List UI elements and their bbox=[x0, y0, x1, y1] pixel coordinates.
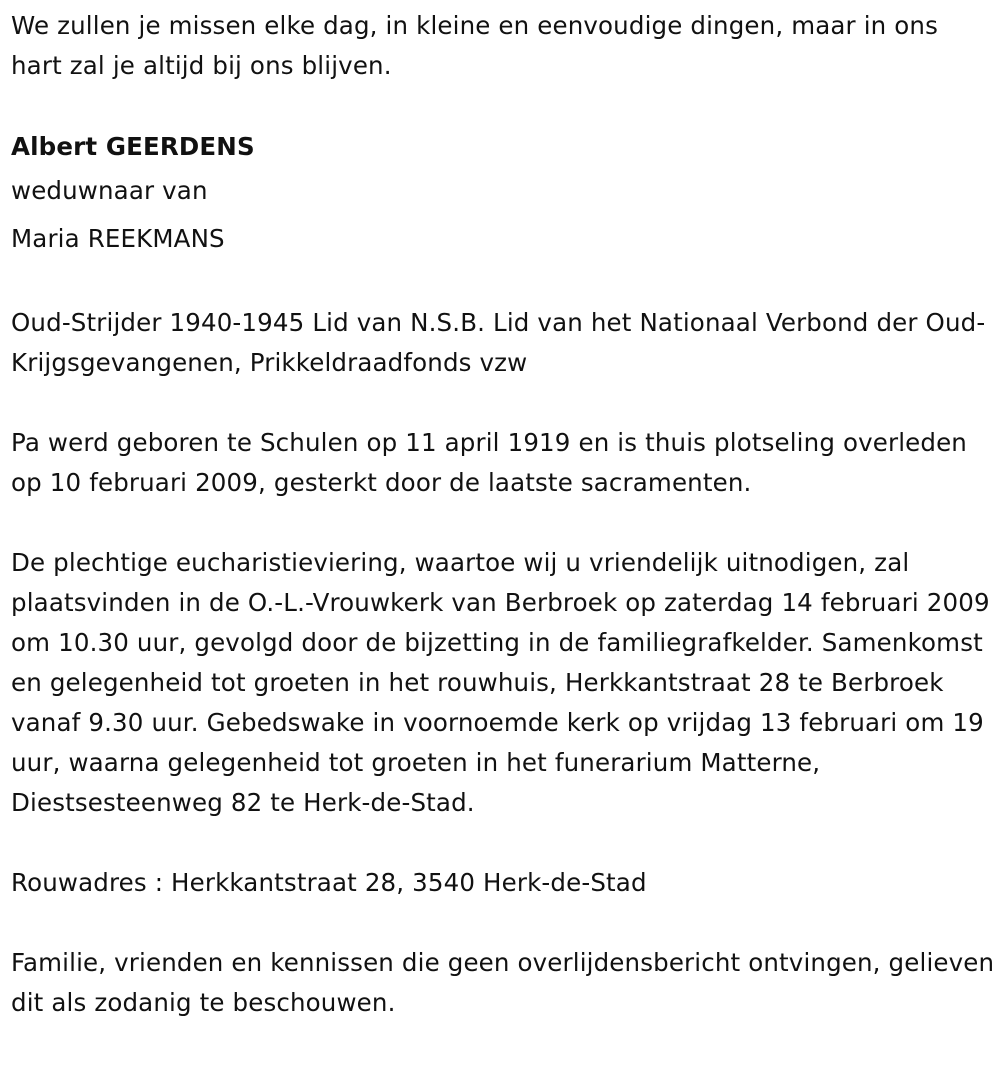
spouse-name: Maria REEKMANS bbox=[11, 224, 225, 253]
address-text: Rouwadres : Herkkantstraat 28, 3540 Herk-de-Stad bbox=[11, 868, 647, 897]
memberships-text: Oud-Strijder 1940-1945 Lid van N.S.B. Lid van het Nationaal Verbond der Oud-Krijgsgevangenen, Prikkeldraadfonds vzw bbox=[11, 308, 986, 377]
closing-text: Familie, vrienden en kennissen die geen overlijdensbericht ontvingen, gelieven dit als zodanig te beschouwen. bbox=[11, 948, 995, 1017]
deceased-name: Albert GEERDENS bbox=[11, 132, 255, 161]
life-text: Pa werd geboren te Schulen op 11 april 1919 en is thuis plotseling overleden op 10 februari 2009, gesterkt door de laatste sacramenten. bbox=[11, 428, 967, 497]
relation-text: weduwnaar van bbox=[11, 176, 208, 205]
intro-text: We zullen je missen elke dag, in kleine en eenvoudige dingen, maar in ons hart zal je altijd bij ons blijven. bbox=[11, 11, 939, 80]
obituary-document bbox=[11, 6, 996, 1023]
ceremony-text: De plechtige eucharistieviering, waartoe wij u vriendelijk uitnodigen, zal plaatsvinden in de O.-L.-Vrouwkerk van Berbroek op zaterdag 14 februari 2009 om 10.30 uur, gevolgd door de bijzetting in de familiegrafkelder. Samenkomst en gelegenheid tot groeten in het rouwhuis, Herkkantstraat 28 te Berbroek vanaf 9.30 uur. Gebedswake in voornoemde kerk op vrijdag 13 februari om 19 uur, waarna gelegenheid tot groeten in het funerarium Matterne, Diestsesteenweg 82 te Herk-de-Stad. bbox=[11, 548, 990, 817]
